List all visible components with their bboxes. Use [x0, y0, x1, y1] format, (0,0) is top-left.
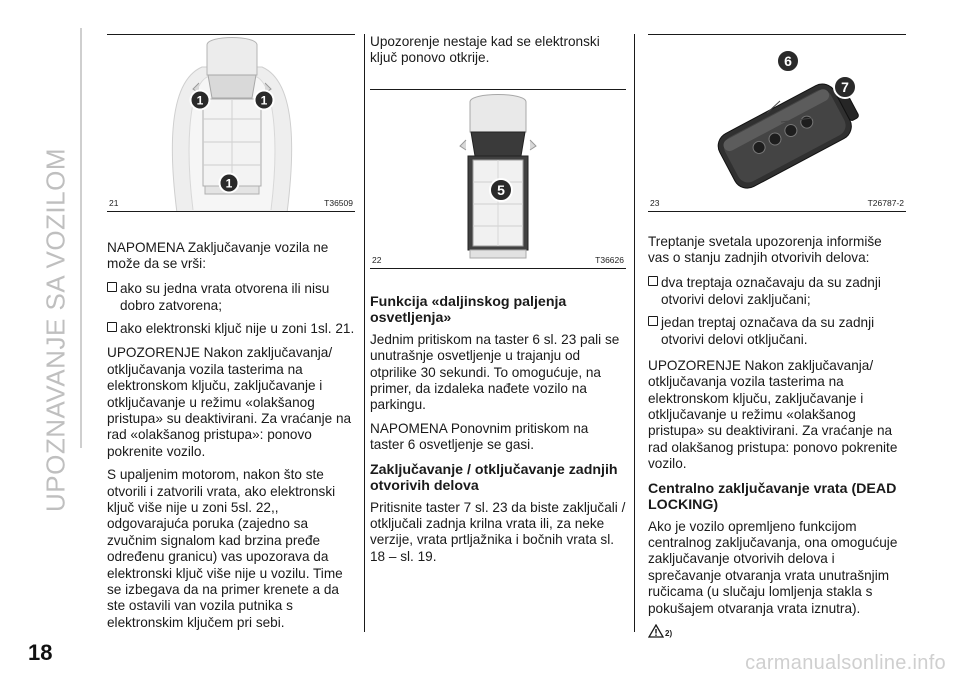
- bullet-square-icon: [107, 322, 117, 332]
- column-divider: [364, 34, 365, 632]
- warning-reference: [648, 624, 906, 638]
- figure-code: T26787-2: [867, 198, 904, 208]
- svg-text:6: 6: [784, 53, 792, 69]
- callout-1-left: [191, 91, 210, 110]
- electronic-key-card-illustration: [648, 35, 906, 211]
- body-paragraph: Treptanje svetala upozorenja informiše vas o stanju zadnjih otvorivih delova:: [648, 234, 882, 266]
- bullet-item: dva treptaja označavaju da su zadnji otvorivi delovi zaključani;: [648, 274, 906, 309]
- callout-5: [490, 179, 512, 201]
- section-heading: Funkcija «daljinskog paljenja osvetljenja»: [370, 293, 567, 327]
- svg-text:5: 5: [497, 181, 505, 198]
- callout-1-right: [255, 91, 274, 110]
- figure-number: 22: [372, 254, 382, 265]
- body-paragraph: Ako je vozilo opremljeno funkcijom centralnog zaključavanja, ona omogućuje zaključavanje otvorivih delova i sprečavanje otvaranja vrata unutrašnjim ručicama (u slučaju lomljenja stakla s pokušajem otvaranja vrata iznutra).: [648, 518, 898, 616]
- bullet-square-icon: [648, 276, 658, 286]
- body-paragraph: S upaljenim motorom, nakon što ste otvorili i zatvorili vrata, ako elektronski ključ više nije u zoni 5sl. 22,, odgovarajuća poruka (zajedno sa zvučnim signalom kad brzina pređe određenu granicu) vas upozorava da elektronski ključ više nije u vozilu. Time se izbegava da na primer krenete a da ste ostavili van vozila putnika s elektronskim ključem pri sebi.: [107, 467, 343, 630]
- section-heading: Zaključavanje / otključavanje zadnjih otvorivih delova: [370, 461, 618, 495]
- note-paragraph: NAPOMENA Ponovnim pritiskom na taster 6 osvetljenje se gasi.: [370, 420, 589, 453]
- figure-number: 23: [650, 198, 660, 208]
- svg-text:1: 1: [260, 93, 268, 108]
- body-paragraph: Upozorenje nestaje kad se elektronski ključ ponovo otkrije.: [370, 34, 600, 66]
- figure-code: T36626: [595, 254, 624, 265]
- column-divider: [634, 34, 635, 632]
- van-top-view-interior-zone-illustration: [370, 90, 626, 268]
- svg-text:1: 1: [225, 176, 233, 191]
- bullet-item: jedan treptaj označava da su zadnji otvorivi delovi otključani.: [648, 314, 906, 349]
- figure-23: [648, 34, 906, 212]
- column-3: [648, 34, 906, 638]
- column-2: [370, 34, 626, 572]
- figure-code: T36509: [324, 198, 353, 208]
- body-paragraph: Jednim pritiskom na taster 6 sl. 23 pali se unutrašnje osvetljenje u trajanju od otprilike 30 sekundi. To omogućuje, na primer, da izdaleka nađete vozilo na parkingu.: [370, 331, 620, 413]
- side-divider: [80, 28, 82, 448]
- callout-6: [777, 50, 799, 72]
- bullet-item: ako elektronski ključ nije u zoni 1sl. 21.: [107, 320, 355, 338]
- bullet-square-icon: [107, 282, 117, 292]
- warning-paragraph: UPOZORENJE Nakon zaključavanja/ otključavanja vozila tasterima na elektronskom ključu, zaključavanje i otključavanje u režimu «olakšanog pristupa» su deaktivirani. Za vraćanje na rad «olakšanog pristupa»: ponovo pokrenite vozilo.: [107, 345, 352, 459]
- body-paragraph: Pritisnite taster 7 sl. 23 da biste zaključali / otključali zadnja krilna vrata ili, za neke verzije, vrata prtljažnika i bočnih vrata sl. 18 – sl. 19.: [370, 499, 626, 564]
- callout-1-rear: [220, 174, 239, 193]
- figure-22: [370, 89, 626, 269]
- callout-7: [834, 76, 856, 98]
- warning-reference-number: 2): [665, 629, 673, 639]
- bullet-item: ako su jedna vrata otvorena ili nisu dobro zatvorena;: [107, 280, 355, 315]
- figure-number: 21: [109, 198, 119, 208]
- figure-21: [107, 34, 355, 212]
- warning-triangle-icon: [648, 624, 664, 638]
- warning-paragraph: UPOZORENJE Nakon zaključavanja/ otključavanja vozila tasterima na elektronskom ključu, zaključavanje i otključavanje u režimu «olakšanog pristupa» su deaktivirani. Za vraćanje na rad olakšanog pristupa: ponovo pokrenite vozilo.: [648, 357, 898, 472]
- note-paragraph: NAPOMENA Zaključavanje vozila ne može da se vrši:: [107, 240, 329, 272]
- van-top-view-zones-illustration: [107, 35, 355, 211]
- page-number: 18: [28, 640, 53, 665]
- column-1: [107, 34, 355, 638]
- bullet-square-icon: [648, 316, 658, 326]
- svg-text:7: 7: [841, 79, 849, 95]
- section-heading: Centralno zaključavanje vrata (DEAD LOCKING): [648, 480, 897, 514]
- watermark: carmanualsonline.info: [745, 652, 946, 674]
- svg-text:1: 1: [196, 93, 204, 108]
